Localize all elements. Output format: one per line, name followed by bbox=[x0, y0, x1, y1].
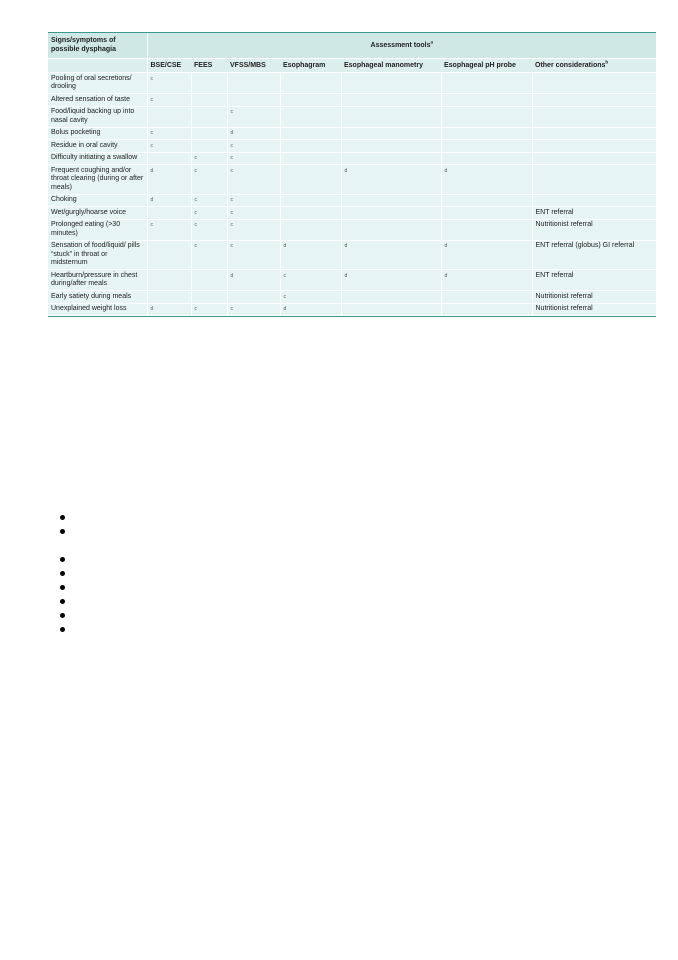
table-row bbox=[48, 207, 656, 220]
footnote-mark: c bbox=[150, 75, 153, 82]
other-considerations-cell: ENT referral bbox=[532, 207, 656, 220]
footnote-mark: d bbox=[150, 306, 154, 312]
symptom-cell: Prolonged eating (>30 minutes) bbox=[48, 219, 147, 240]
assessment-mark-cell bbox=[341, 94, 441, 107]
bullet-dot-icon bbox=[60, 515, 65, 520]
assessment-mark-cell bbox=[147, 207, 191, 220]
assessment-tools-header: Assessment tools$^a$ bbox=[147, 33, 656, 58]
bullet-dot-icon bbox=[60, 599, 65, 604]
footnote-mark: d bbox=[344, 272, 348, 279]
assessment-mark-cell bbox=[341, 219, 441, 240]
assessment-mark-cell bbox=[191, 207, 227, 220]
assessment-mark-cell bbox=[341, 140, 441, 153]
assessment-mark-cell bbox=[191, 127, 227, 140]
assessment-mark-cell bbox=[227, 240, 280, 270]
footnote-mark: c bbox=[283, 272, 286, 279]
assessment-mark-cell bbox=[227, 106, 280, 127]
footnote-mark: c bbox=[194, 243, 197, 249]
bullet-item bbox=[60, 596, 65, 610]
assessment-mark-cell bbox=[441, 94, 532, 107]
footnote-mark: d bbox=[283, 243, 287, 249]
table-row bbox=[48, 152, 656, 165]
other-considerations-cell: ENT referral bbox=[532, 270, 656, 291]
symptom-cell: Unexplained weight loss bbox=[48, 303, 147, 316]
other-considerations-cell bbox=[532, 94, 656, 107]
other-considerations-cell: Nutritionist referral bbox=[532, 303, 656, 316]
bullet-dot-icon bbox=[60, 571, 65, 576]
dysphagia-assessment-table bbox=[48, 33, 656, 316]
symptoms-header: Signs/symptoms of possible dysphagia bbox=[48, 33, 147, 58]
symptom-cell: Difficulty initiating a swallow bbox=[48, 152, 147, 165]
bullet-dot-icon bbox=[60, 529, 65, 534]
assessment-mark-cell bbox=[191, 152, 227, 165]
assessment-mark-cell bbox=[441, 152, 532, 165]
footnote-mark: c bbox=[230, 209, 233, 216]
symptom-cell: Early satiety during meals bbox=[48, 291, 147, 304]
table-row bbox=[48, 106, 656, 127]
footnote-mark: c bbox=[230, 222, 233, 228]
assessment-mark-cell bbox=[191, 219, 227, 240]
assessment-mark-cell bbox=[191, 270, 227, 291]
assessment-mark-cell bbox=[147, 270, 191, 291]
assessment-mark-cell bbox=[147, 194, 191, 207]
table-row bbox=[48, 291, 656, 304]
footnote-mark: c bbox=[194, 209, 197, 216]
footnote-mark: c bbox=[230, 142, 233, 149]
table-row bbox=[48, 94, 656, 107]
footnote-mark: d bbox=[344, 243, 348, 249]
assessment-mark-cell bbox=[441, 291, 532, 304]
column-header: FEES bbox=[191, 58, 227, 73]
assessment-mark-cell bbox=[280, 152, 341, 165]
table-row bbox=[48, 240, 656, 270]
assessment-mark-cell bbox=[280, 165, 341, 195]
assessment-mark-cell bbox=[227, 270, 280, 291]
assessment-mark-cell bbox=[191, 94, 227, 107]
footnote-mark: d bbox=[283, 306, 287, 312]
symptom-cell: Altered sensation of taste bbox=[48, 94, 147, 107]
bullet-dot-icon bbox=[60, 585, 65, 590]
other-considerations-cell: Nutritionist referral bbox=[532, 219, 656, 240]
footnote-mark: c bbox=[230, 109, 233, 115]
footnote-mark: c bbox=[230, 197, 233, 203]
table-row bbox=[48, 73, 656, 94]
symptom-cell: Residue in oral cavity bbox=[48, 140, 147, 153]
assessment-mark-cell bbox=[280, 270, 341, 291]
other-considerations-cell bbox=[532, 140, 656, 153]
footnote-mark: c bbox=[194, 167, 197, 174]
assessment-mark-cell bbox=[147, 165, 191, 195]
symptom-cell: Wet/gurgly/hoarse voice bbox=[48, 207, 147, 220]
footnote-mark: c bbox=[230, 167, 233, 174]
assessment-mark-cell bbox=[147, 140, 191, 153]
symptom-cell: Pooling of oral secretions/ drooling bbox=[48, 73, 147, 94]
footnote-mark: c bbox=[150, 142, 153, 149]
assessment-mark-cell bbox=[341, 194, 441, 207]
assessment-mark-cell bbox=[147, 291, 191, 304]
assessment-mark-cell bbox=[147, 94, 191, 107]
bullet-item bbox=[60, 568, 65, 582]
bullet-dot-icon bbox=[60, 627, 65, 632]
assessment-mark-cell bbox=[191, 240, 227, 270]
assessment-mark-cell bbox=[441, 127, 532, 140]
assessment-mark-cell bbox=[191, 140, 227, 153]
footnote-mark: c bbox=[230, 243, 233, 249]
assessment-mark-cell bbox=[280, 303, 341, 316]
assessment-mark-cell bbox=[147, 219, 191, 240]
assessment-mark-cell bbox=[341, 240, 441, 270]
assessment-mark-cell bbox=[280, 140, 341, 153]
other-considerations-cell bbox=[532, 165, 656, 195]
assessment-mark-cell bbox=[280, 127, 341, 140]
assessment-mark-cell bbox=[341, 270, 441, 291]
bullet-list bbox=[60, 512, 65, 638]
assessment-mark-cell bbox=[191, 165, 227, 195]
assessment-mark-cell bbox=[341, 291, 441, 304]
footnote-mark: c bbox=[150, 96, 153, 103]
footnote-mark: d bbox=[344, 167, 348, 174]
assessment-mark-cell bbox=[227, 207, 280, 220]
assessment-mark-cell bbox=[441, 219, 532, 240]
footnote-mark: d bbox=[444, 272, 448, 279]
column-header: Esophagram bbox=[280, 58, 341, 73]
other-considerations-cell: ENT referral (globus) GI referral bbox=[532, 240, 656, 270]
other-considerations-cell bbox=[532, 106, 656, 127]
assessment-mark-cell bbox=[147, 106, 191, 127]
assessment-mark-cell bbox=[280, 291, 341, 304]
footnote-mark: d bbox=[230, 130, 234, 136]
other-considerations-cell bbox=[532, 127, 656, 140]
assessment-mark-cell bbox=[227, 194, 280, 207]
column-header: Esophageal manometry bbox=[341, 58, 441, 73]
footnote-mark: c bbox=[194, 222, 197, 228]
assessment-mark-cell bbox=[191, 194, 227, 207]
assessment-mark-cell bbox=[147, 127, 191, 140]
assessment-mark-cell bbox=[280, 94, 341, 107]
bullet-dot-icon bbox=[60, 613, 65, 618]
assessment-mark-cell bbox=[441, 303, 532, 316]
other-considerations-cell bbox=[532, 73, 656, 94]
assessment-mark-cell bbox=[341, 127, 441, 140]
table-row bbox=[48, 194, 656, 207]
assessment-mark-cell bbox=[280, 240, 341, 270]
column-header-row bbox=[48, 58, 656, 73]
symptom-cell: Heartburn/pressure in chest during/after meals bbox=[48, 270, 147, 291]
empty-header-cell bbox=[48, 58, 147, 73]
assessment-mark-cell bbox=[227, 303, 280, 316]
bullet-item bbox=[60, 526, 65, 540]
footnote-mark: c bbox=[230, 155, 233, 161]
bullet-item bbox=[60, 512, 65, 526]
table-row bbox=[48, 270, 656, 291]
assessment-mark-cell bbox=[191, 303, 227, 316]
column-header: VFSS/MBS bbox=[227, 58, 280, 73]
bullet-dot-icon bbox=[60, 557, 65, 562]
assessment-mark-cell bbox=[341, 106, 441, 127]
assessment-mark-cell bbox=[227, 291, 280, 304]
assessment-mark-cell bbox=[147, 240, 191, 270]
assessment-mark-cell bbox=[191, 291, 227, 304]
assessment-mark-cell bbox=[227, 165, 280, 195]
assessment-mark-cell bbox=[147, 152, 191, 165]
assessment-mark-cell bbox=[441, 194, 532, 207]
assessment-mark-cell bbox=[147, 303, 191, 316]
assessment-mark-cell bbox=[280, 73, 341, 94]
assessment-mark-cell bbox=[191, 106, 227, 127]
assessment-mark-cell bbox=[441, 207, 532, 220]
footnote-mark: d bbox=[150, 197, 154, 203]
other-considerations-cell: Nutritionist referral bbox=[532, 291, 656, 304]
footnote-mark: d bbox=[444, 167, 448, 174]
dysphagia-assessment-table-wrap bbox=[48, 32, 656, 317]
assessment-mark-cell bbox=[441, 165, 532, 195]
assessment-mark-cell bbox=[227, 73, 280, 94]
bullet-item bbox=[60, 624, 65, 638]
assessment-mark-cell bbox=[341, 73, 441, 94]
symptom-cell: Bolus pocketing bbox=[48, 127, 147, 140]
assessment-mark-cell bbox=[191, 73, 227, 94]
footnote-mark: c bbox=[150, 222, 153, 228]
symptom-cell: Choking bbox=[48, 194, 147, 207]
assessment-mark-cell bbox=[227, 140, 280, 153]
footnote-mark: c bbox=[230, 306, 233, 312]
assessment-mark-cell bbox=[227, 152, 280, 165]
bullet-item bbox=[60, 554, 65, 568]
symptom-cell: Sensation of food/liquid/ pills “stuck” in throat or midsternum bbox=[48, 240, 147, 270]
assessment-mark-cell bbox=[441, 140, 532, 153]
footnote-mark: d bbox=[444, 243, 448, 249]
assessment-mark-cell bbox=[227, 127, 280, 140]
footnote-mark: c bbox=[194, 197, 197, 203]
assessment-mark-cell bbox=[147, 73, 191, 94]
assessment-mark-cell bbox=[441, 240, 532, 270]
symptom-cell: Food/liquid backing up into nasal cavity bbox=[48, 106, 147, 127]
table-row bbox=[48, 165, 656, 195]
column-header: Esophageal pH probe bbox=[441, 58, 532, 73]
symptom-cell: Frequent coughing and/or throat clearing (during or after meals) bbox=[48, 165, 147, 195]
assessment-mark-cell bbox=[341, 165, 441, 195]
table-row bbox=[48, 140, 656, 153]
bullet-item bbox=[60, 610, 65, 624]
other-considerations-cell bbox=[532, 194, 656, 207]
assessment-mark-cell bbox=[341, 152, 441, 165]
footnote-mark: c bbox=[194, 155, 197, 161]
footnote-mark: c bbox=[283, 293, 286, 300]
footnote-mark: c bbox=[194, 306, 197, 312]
bullet-item bbox=[60, 582, 65, 596]
table-row bbox=[48, 303, 656, 316]
assessment-mark-cell bbox=[280, 219, 341, 240]
assessment-mark-cell bbox=[341, 207, 441, 220]
assessment-mark-cell bbox=[341, 303, 441, 316]
table-row bbox=[48, 127, 656, 140]
assessment-mark-cell bbox=[227, 219, 280, 240]
assessment-mark-cell bbox=[441, 73, 532, 94]
assessment-mark-cell bbox=[227, 94, 280, 107]
footnote-mark: d bbox=[150, 167, 154, 174]
assessment-mark-cell bbox=[280, 207, 341, 220]
footnote-mark: d bbox=[230, 272, 234, 279]
column-header: Other considerations$^b$ bbox=[532, 58, 656, 73]
assessment-mark-cell bbox=[441, 270, 532, 291]
assessment-mark-cell bbox=[280, 194, 341, 207]
footnote-mark: c bbox=[150, 130, 153, 136]
table-body bbox=[48, 73, 656, 316]
column-header: BSE/CSE bbox=[147, 58, 191, 73]
assessment-mark-cell bbox=[441, 106, 532, 127]
other-considerations-cell bbox=[532, 152, 656, 165]
table-row bbox=[48, 219, 656, 240]
assessment-mark-cell bbox=[280, 106, 341, 127]
